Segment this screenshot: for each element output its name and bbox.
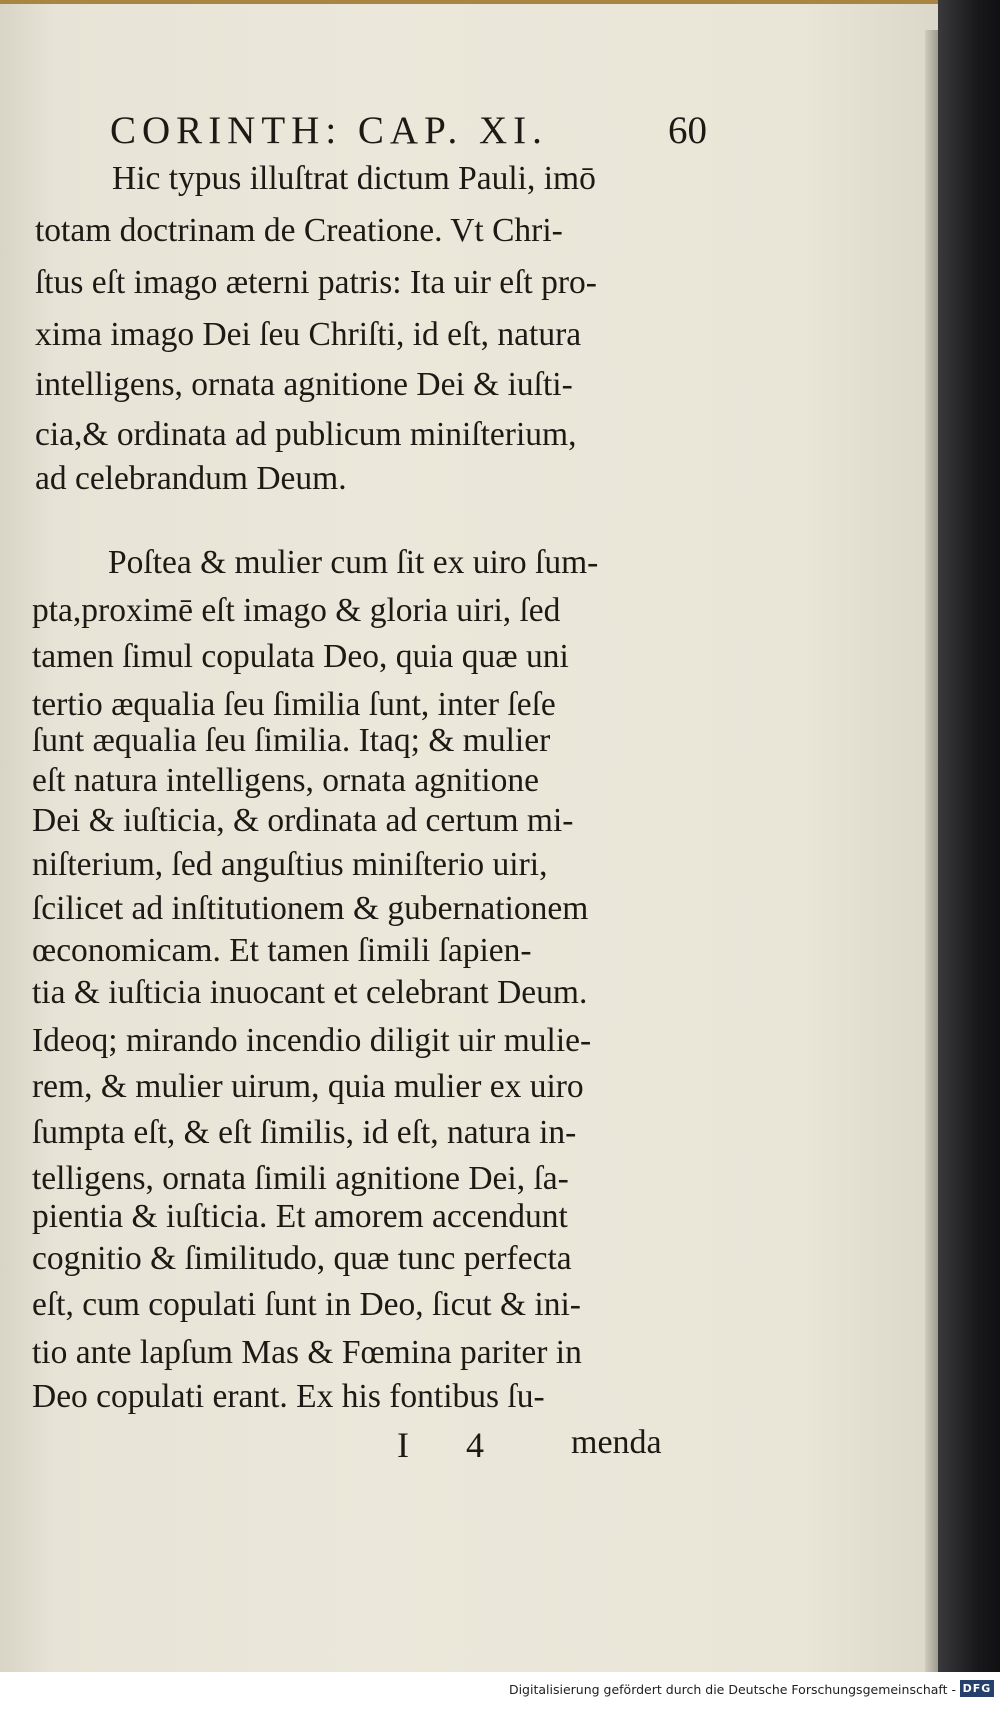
running-head: CORINTH: CAP. XI. — [110, 109, 548, 152]
folio-number: 60 — [668, 109, 707, 152]
text-line: totam doctrinam de Creatione. Vt Chri- — [35, 212, 563, 249]
text-line: intelligens, ornata agnitione Dei & iuſti- — [35, 366, 573, 403]
dfg-logo: DFG — [960, 1680, 994, 1697]
digitization-credit: Digitalisierung gefördert durch die Deutsche Forschungsgemeinschaft - — [508, 1682, 956, 1697]
text-line: ſumpta eſt, & eſt ſimilis, id eſt, natura in- — [32, 1114, 577, 1151]
text-line: pientia & iuſticia. Et amorem accendunt — [32, 1198, 568, 1235]
text-line: Ideoq; mirando incendio diligit uir mulie- — [32, 1022, 592, 1059]
text-line: tertio æqualia ſeu ſimilia ſunt, inter ſeſe — [32, 686, 556, 723]
text-line: pta,proximē eſt imago & gloria uiri, ſed — [32, 592, 561, 629]
text-line: tamen ſimul copulata Deo, quia quæ uni — [32, 638, 569, 675]
text-line: ad celebrandum Deum. — [35, 460, 347, 497]
text-line: niſterium, ſed anguſtius miniſterio uiri, — [32, 846, 548, 883]
text-line: ſunt æqualia ſeu ſimilia. Itaq; & mulier — [32, 722, 551, 759]
text-line: Deo copulati erant. Ex his fontibus ſu- — [32, 1378, 545, 1415]
signature-mark: I 4 — [397, 1425, 508, 1465]
text-line: tio ante lapſum Mas & Fœmina pariter in — [32, 1334, 582, 1371]
text-line: ſtus eſt imago æterni patris: Ita uir eſt pro- — [35, 264, 597, 301]
text-line: cia,& ordinata ad publicum miniſterium, — [35, 416, 577, 453]
text-line: telligens, ornata ſimili agnitione Dei, ſa- — [32, 1160, 569, 1197]
text-line: eſt, cum copulati ſunt in Deo, ſicut & ini- — [32, 1286, 581, 1323]
text-line: eſt natura intelligens, ornata agnitione — [32, 762, 539, 799]
text-line: Poſtea & mulier cum ſit ex uiro ſum- — [108, 544, 599, 581]
catchword: menda — [571, 1424, 662, 1461]
text-line: cognitio & ſimilitudo, quæ tunc perfecta — [32, 1240, 572, 1277]
text-line: œconomicam. Et tamen ſimili ſapien- — [32, 932, 532, 969]
text-line: rem, & mulier uirum, quia mulier ex uiro — [32, 1068, 584, 1105]
text-line: ſcilicet ad inſtitutionem & gubernationem — [32, 890, 589, 927]
text-line: tia & iuſticia inuocant et celebrant Deum. — [32, 974, 588, 1011]
text-line: Dei & iuſticia, & ordinata ad certum mi- — [32, 802, 574, 839]
text-line: xima imago Dei ſeu Chriſti, id eſt, natura — [35, 316, 582, 353]
text-line: Hic typus illuſtrat dictum Pauli, imō — [112, 160, 596, 197]
